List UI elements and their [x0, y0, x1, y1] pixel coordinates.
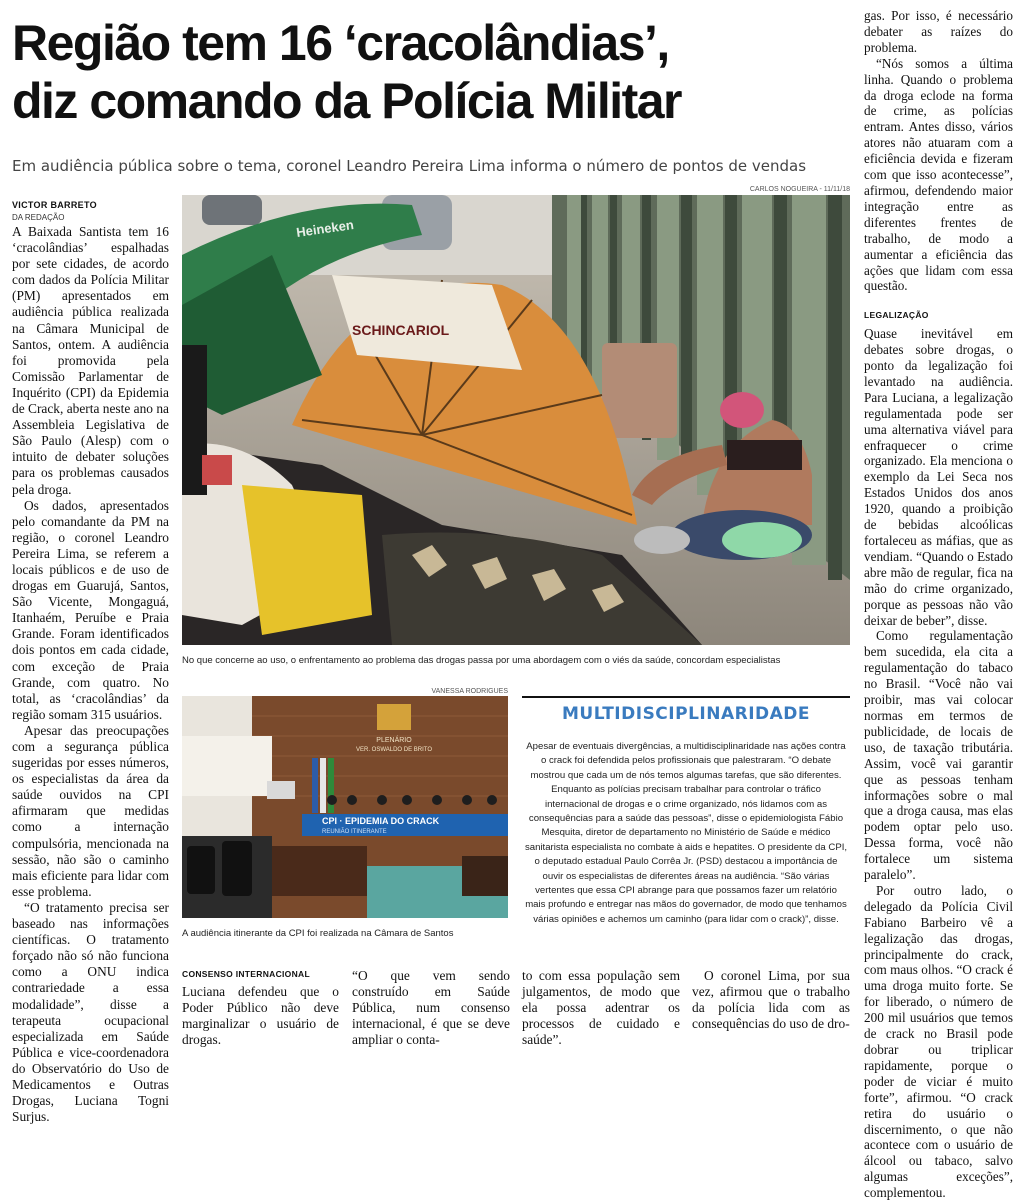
paragraph: Apesar das preocupações com a segurança pública sugeridas por esses números, os especialistas da área da saúde ouvidos na CPI afirmaram que medidas como a internação compulsória, mencionada na sessão, não são o caminho mais eficiente para lidar com esse problema.: [12, 722, 169, 899]
sidebar-box-rule: [522, 696, 850, 698]
photo-credit: VANESSA RODRIGUES: [431, 688, 508, 695]
main-photo-caption: No que concerne ao uso, o enfrentamento ao problema das drogas passa por uma abordagem com o viés da saúde, concordam especialistas: [182, 655, 781, 666]
paragraph: to com essa população sem julgamentos, de modo que ela possa adentrar os processos de cuidado e saúde”.: [522, 968, 680, 1048]
paragraph: Os dados, apresentados pelo comandante da PM na região, o coronel Leandro Pereira Lima, se referem a locais públicos e de uso de drogas em Guarujá, Santos, São Vicente, Mongaguá, Itanhaém, Peruíbe e Praia Grande. Foram identificados dois pontos em cada cidade, com exceção de Praia Grande, com quatro. No total, as ‘cracolândias’ da região somam 315 usuários.: [12, 497, 169, 722]
article-column-3: [352, 968, 510, 1048]
paragraph: “O tratamento precisa ser baseado nas informações científicas. O tratamento forçado não só não funciona como a ONU indica contrariedade a essa modalidade”, disse a terapeuta ocupacional especializada em Saúde Pública e vice-coordenadora do Observatório do Uso de Medicamentos e Outras Drogas, Luciana Togni Surjus.: [12, 899, 169, 1125]
paragraph: O coronel Lima, por sua vez, afirmou que o trabalho da polícia lida com as consequências do uso de dro-: [692, 968, 850, 1032]
main-photo: [182, 195, 850, 645]
banner-text: CPI · EPIDEMIA DO CRACK: [322, 816, 440, 826]
main-photo-illustration: [182, 195, 850, 645]
section-heading-legalizacao: LEGALIZAÇÃO: [864, 310, 929, 321]
sidebar-box-title: MULTIDISCIPLINARIDADE: [561, 704, 811, 724]
paragraph: Por outro lado, o delegado da Polícia Civil Fabiano Barbeiro vê a legalização das drogas, principalmente do crack, com maus olhos. “O crack é uma droga muito forte. Se for liberado, o número de 200 mil usuários que temos de crack no Brasil pode dobrar ou triplicar rapidamente, porque o poder de viciar é muito forte”, afirmou. “O crack retira do usuário o discernimento, o que não acontece com o usuário de álcool ou tabaco, salvo algumas exceções”, complementou.: [864, 882, 1013, 1201]
headline-line-1: Região tem 16 ‘cracolândias’,: [12, 15, 669, 71]
secondary-photo-caption: A audiência itinerante da CPI foi realizada na Câmara de Santos: [182, 928, 454, 939]
article-column-2: [182, 966, 339, 1048]
section-heading: CONSENSO INTERNACIONAL: [182, 969, 310, 979]
wall-text-2: VER. OSWALDO DE BRITO: [355, 747, 433, 753]
wall-text-1: PLENÁRIO: [376, 737, 412, 744]
headline-line-2: diz comando da Polícia Militar: [12, 73, 682, 129]
secondary-photo-illustration: [182, 696, 508, 918]
paragraph: Quase inevitável em debates sobre drogas, o ponto da legalização foi levantado na audiência. Para Luciana, a legalização regulamentada pode ser uma alternativa viável para enfraquecer o crime organizado. Ela menciona o exemplo da Lei Seca nos Estados Unidos dos anos 1920, quando a proibição de bebidas alcoólicas fortaleceu as máfias, que as vendiam. “Quando o Estado abre mão de regular, fica na mão do crime organizado, porque as pessoas não vão deixar de beber”, disse.: [864, 326, 1013, 628]
banner-subtext: REUNIÃO ITINERANTE: [322, 829, 387, 835]
article-column-5: [692, 968, 850, 1032]
sidebar-box-text: Apesar de eventuais divergências, a multidisciplinaridade nas ações contra o crack foi defendida pelos profissionais que palestraram. “O debate mostrou que cada um de nós temos algumas tarefas, que são diferentes. Enquanto as polícias precisam trabalhar para controlar o tráfico internacional de drogas e o crime organizado, nós lidamos com as consequências para a saúde das pessoas”, disse o epidemiologista Fábio Mesquita, diretor de departamento no Ministério de Saúde e médico sanitarista especialista no combate à aids e hepatites. O presidente da CPI, o deputado estadual Paulo Corrêa Jr. (PSD) destacou a importância de ouvir os especialistas de diferentes áreas na audiência. “São várias vertentes que essa CPI abrange para que possamos fazer um relatório mais profundo e entregar nas mãos do governador, de modo que tenhamos várias opiniões e achemos um caminho (para lidar com o crack)”, disse.: [524, 741, 848, 925]
paragraph: “Nós somos a última linha. Quando o problema da droga eclode na forma de crime, as polícias entram. Antes disso, vários atores não atuaram com a eficiência devida e fizeram com que isso acontecesse”, afirmou, defendendo maior integração entre as diferentes frentes de trabalho, de modo a aumentar a eficiência das ações que lidam com essa questão.: [864, 55, 1013, 294]
article-column-4: [522, 968, 680, 1048]
paragraph: “O que vem sendo construído em Saúde Pública, num consenso internacional, é que se deve ampliar o conta-: [352, 968, 510, 1048]
paragraph: Luciana defendeu que o Poder Público não deve marginalizar o usuário de drogas.: [182, 984, 339, 1048]
flag-brand: Heineken: [295, 217, 355, 240]
byline: VICTOR BARRETO: [12, 200, 97, 210]
umbrella-brand: SCHINCARIOL: [352, 322, 450, 338]
subtitle: Em audiência pública sobre o tema, coronel Leandro Pereira Lima informa o número de pontos de vendas: [12, 157, 807, 175]
article-column-1: [12, 224, 169, 1125]
photo-credit: CARLOS NOGUEIRA - 11/11/18: [749, 186, 850, 193]
desk-label: DA REDAÇÃO: [12, 213, 65, 222]
secondary-photo: [182, 696, 508, 918]
paragraph: Como regulamentação bem sucedida, ela cita a regulamentação do tabaco no Brasil. “Você não vai proibir, mas vai colocar normas em termos de publicidade, de locais de uso, de taxação tributária. Assim, você vai garantir que as pessoas tenham informações sobre o mal que a droga causa, mas elas podem optar pelo uso. Dessa forma, você não fortalece um sistema paralelo”.: [864, 628, 1013, 883]
paragraph: A Baixada Santista tem 16 ‘cracolândias’ espalhadas por sete cidades, de acordo com dados da Polícia Militar (PM) apresentados em audiência pública realizada na Câmara Municipal de Santos, ontem. A audiência foi promovida pela Comissão Parlamentar de Inquérito (CPI) da Epidemia de Crack, aberta neste ano na Assembleia Legislativa de São Paulo (Alesp) com o intuito de debater soluções para os problemas causados pela droga.: [12, 224, 169, 497]
article-column-right: [864, 8, 1013, 1201]
headline: [12, 14, 842, 130]
paragraph: gas. Por isso, é necessário debater as raízes do problema.: [864, 8, 1013, 55]
